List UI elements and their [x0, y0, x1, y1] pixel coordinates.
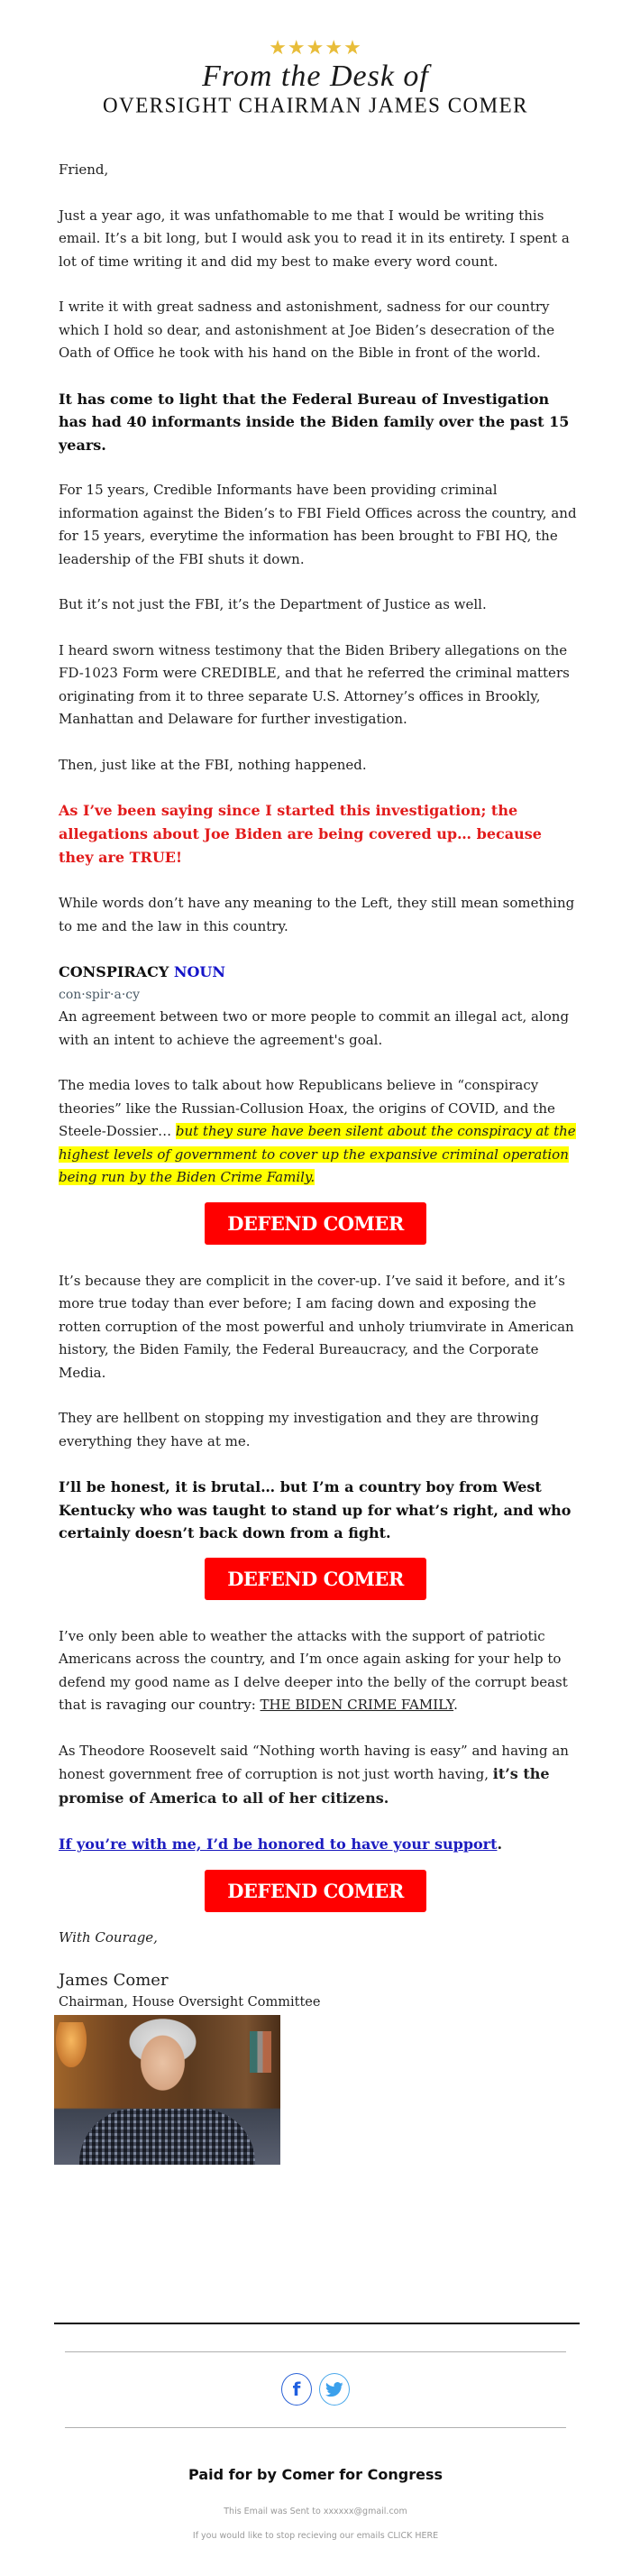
signature-title: Chairman, House Oversight Committee	[59, 1995, 321, 2010]
cta-container-3	[0, 1870, 631, 1912]
paragraph-11: It’s because they are complicit in the cover-up. I’ve said it before, and it’s more true today than ever before; I am facing down and exposing the rotten corruption of the most powerful and unholy triumvirate in American history, the Biden Family, the Federal Bureaucracy, and the Corporate Media.	[59, 1272, 574, 1381]
defend-comer-button[interactable]: DEFEND COMER	[205, 1202, 426, 1245]
paragraph-9: While words don’t have any meaning to the Left, they still mean something to me and the law in this country.	[59, 895, 575, 934]
greeting: Friend,	[59, 161, 109, 178]
stars-icon: ★★★★★	[269, 37, 362, 60]
definition-pronunciation: con·spir·a·cy	[59, 988, 141, 1002]
chairman-title: OVERSIGHT CHAIRMAN JAMES COMER	[102, 93, 529, 117]
paragraph-1: Just a year ago, it was unfathomable to me that I would be writing this email. It’s a bit long, but I would ask you to read it in its entirety. I spent a lot of time writing it and did my best to make every word count.	[59, 207, 570, 270]
paragraph-14	[59, 1625, 577, 1717]
from-the-desk-of: From the Desk of	[202, 60, 429, 93]
twitter-bird-icon	[325, 2382, 343, 2397]
biden-crime-family-underline: THE BIDEN CRIME FAMILY	[260, 1697, 454, 1713]
paragraph-15	[59, 1740, 577, 1811]
support-link[interactable]: If you’re with me, I’d be honored to have your support	[59, 1835, 498, 1853]
footer-divider-bottom	[65, 2427, 566, 2428]
james-comer-photo	[54, 2015, 280, 2165]
highlighted-text: but they sure have been silent about the conspiracy at the highest levels of government to cover up the expansive criminal operation being run by the Biden Crime Family.	[59, 1123, 576, 1185]
support-paragraph	[59, 1833, 577, 1857]
signoff: With Courage,	[59, 1928, 158, 1946]
paragraph-media-text: The media loves to talk about how Republicans believe in “conspiracy theories” like the Russian-Collusion Hoax, the origins of COVID, and the Steele-Dossier…	[59, 1077, 555, 1139]
support-link-end: .	[497, 1835, 503, 1853]
paragraph-red-callout: As I’ve been saying since I started this investigation; the allegations about Joe Biden are being covered up… because they are TRUE!	[59, 802, 542, 866]
email-body	[59, 159, 577, 2165]
paragraph-5: But it’s not just the FBI, it’s the Department of Justice as well.	[59, 596, 487, 612]
paragraph-15-bold: it’s the promise of America to all of her citizens.	[59, 1765, 550, 1807]
unsubscribe-link[interactable]: CLICK HERE	[387, 2531, 439, 2541]
paragraph-12: They are hellbent on stopping my investigation and they are throwing everything they have at me.	[59, 1410, 539, 1449]
paragraph-14-text: I’ve only been able to weather the attacks with the support of patriotic Americans across the country, and I’m once again asking for your help to defend my good name as I delve deeper into the belly of the corrupt beast that is ravaging our country:	[59, 1627, 568, 1713]
unsubscribe-line	[0, 2531, 631, 2541]
footer-divider-black	[54, 2323, 580, 2324]
photo-shirt	[79, 2109, 255, 2165]
paragraph-informants: It has come to light that the Federal Bureau of Investigation has had 40 informants inside the Biden family over the past 15 years.	[59, 390, 570, 454]
paid-for-disclaimer: Paid for by Comer for Congress	[188, 2466, 443, 2483]
paragraph-2: I write it with great sadness and astonishment, sadness for our country which I hold so dear, and astonishment at Joe Biden’s desecration of the Oath of Office he took with his hand on the Bible in front of the world.	[59, 299, 555, 361]
paragraph-6: I heard sworn witness testimony that the Biden Bribery allegations on the FD-1023 Form were CREDIBLE, and that he referred the criminal matters originating from it to three separate U.S. Attorney’s offices in Brookly, Manhattan and Delaware for further investigation.	[59, 641, 570, 727]
defend-comer-button[interactable]: DEFEND COMER	[205, 1870, 426, 1912]
definition-word: CONSPIRACY	[59, 963, 169, 980]
paragraph-4: For 15 years, Credible Informants have been providing criminal information against the Biden’s to FBI Field Offices across the country, and for 15 years, everytime the information has been brought to FBI HQ, the leadership of the FBI shuts it down.	[59, 482, 577, 567]
cta-container-2	[0, 1558, 631, 1600]
paragraph-7: Then, just like at the FBI, nothing happened.	[59, 756, 367, 773]
photo-lamp	[56, 2022, 87, 2067]
social-links	[0, 2373, 631, 2406]
signature-name: James Comer	[59, 1971, 169, 1990]
definition-block	[59, 961, 577, 1052]
facebook-icon[interactable]	[281, 2373, 312, 2406]
definition-part-of-speech: NOUN	[173, 963, 225, 980]
photo-books	[250, 2031, 271, 2073]
definition-heading	[59, 961, 577, 984]
paragraph-country-boy: I’ll be honest, it is brutal… but I’m a country boy from West Kentucky who was taught to stand up for what’s right, and who certainly doesn’t back down from a fight.	[59, 1478, 572, 1541]
defend-comer-button[interactable]: DEFEND COMER	[205, 1558, 426, 1600]
paragraph-15-text: As Theodore Roosevelt said “Nothing worth having is easy” and having an honest government free of corruption is not just worth having,	[59, 1742, 569, 1782]
unsubscribe-text: If you would like to stop recieving our emails	[192, 2531, 388, 2541]
twitter-icon[interactable]	[319, 2373, 350, 2406]
cta-container-1	[0, 1202, 631, 1245]
definition-meaning: An agreement between two or more people to commit an illegal act, along with an intent to achieve the agreement's goal.	[59, 1008, 570, 1048]
sent-to-text: This Email was Sent to xxxxxx@gmail.com	[224, 2507, 407, 2516]
paragraph-media	[59, 1074, 577, 1190]
footer-divider-top	[65, 2351, 566, 2352]
facebook-glyph: f	[292, 2378, 301, 2400]
paragraph-14-end: .	[453, 1697, 458, 1713]
email-header	[0, 0, 631, 144]
